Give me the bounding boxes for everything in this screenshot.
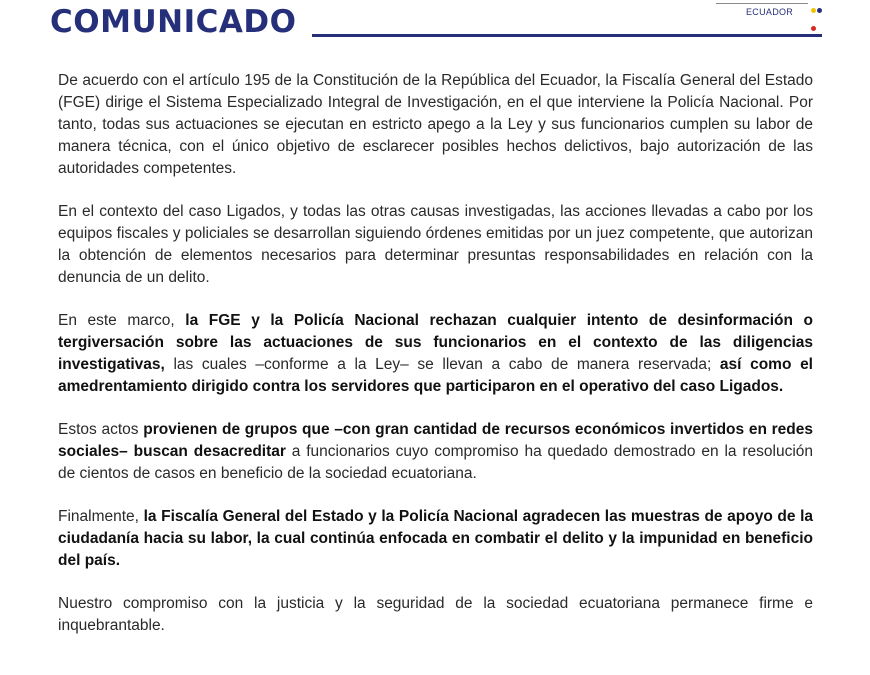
flag-dots-icon — [811, 0, 826, 6]
bold-span: la Fiscalía General del Estado y la Policía Nacional agradecen las muestras de apoyo de la ciudadanía hacia su labor, la cual continúa enfocada en combatir el delito y la impunidad en beneficio del país. — [58, 508, 813, 569]
title-underline — [312, 34, 822, 37]
logo-text: ECUADOR — [746, 7, 794, 17]
paragraph-6: Nuestro compromiso con la justicia y la seguridad de la sociedad ecuatoriana permanece firme e inquebrantable. — [58, 595, 813, 634]
text-span: a funcionarios cuyo compromiso ha quedado demostrado en la resolución de cientos de casos en beneficio de la sociedad ecuatoriana. — [58, 443, 814, 482]
paragraph-3 — [58, 310, 813, 398]
bold-span: la FGE y la Policía Nacional rechazan cualquier intento de desinformación o tergiversación sobre las actuaciones de sus funcionarios en el contexto de las diligencias investigativas, — [58, 312, 814, 373]
logo — [716, 0, 826, 22]
page-title: COMUNICADO — [50, 4, 297, 40]
paragraph-1: De acuerdo con el artículo 195 de la Constitución de la República del Ecuador, la Fiscalía General del Estado (FGE) dirige el Sistema Especializado Integral de Investigación, en el que interviene la Policía Nacional. Por tanto, todas sus actuaciones se ejecutan en estricto apego a la Ley y sus funcionarios cumplen su labor de manera técnica, con el único objetivo de esclarecer posibles hechos delictivos, bajo autorización de las autoridades competentes. — [58, 72, 813, 177]
paragraph-5 — [58, 506, 813, 572]
text-span: Finalmente, — [58, 508, 144, 525]
flag-dot-red — [811, 26, 816, 31]
communique-body — [58, 70, 813, 658]
bold-span: provienen de grupos que –con gran cantidad de recursos económicos invertidos en redes sociales– buscan desacreditar — [58, 421, 813, 460]
text-span: Estos actos — [58, 421, 144, 438]
paragraph-2: En el contexto del caso Ligados, y todas las otras causas investigadas, las acciones llevadas a cabo por los equipos fiscales y policiales se desarrollan siguiendo órdenes emitidas por un juez competente, que autorizan la obtención de elementos necesarios para determinar presuntas responsabilidades en relación con la denuncia de un delito. — [58, 203, 813, 286]
flag-dot-blue — [817, 8, 822, 13]
text-span: En este marco, — [58, 312, 186, 329]
header — [0, 0, 870, 48]
bold-span: así como el amedrentamiento dirigido contra los servidores que participaron en el operativo del caso Ligados. — [58, 356, 813, 395]
flag-dot-yellow — [811, 8, 816, 13]
logo-divider — [716, 3, 808, 4]
text-span: las cuales –conforme a la Ley– se llevan a cabo de manera reservada; — [164, 356, 720, 373]
paragraph-4 — [58, 419, 813, 485]
